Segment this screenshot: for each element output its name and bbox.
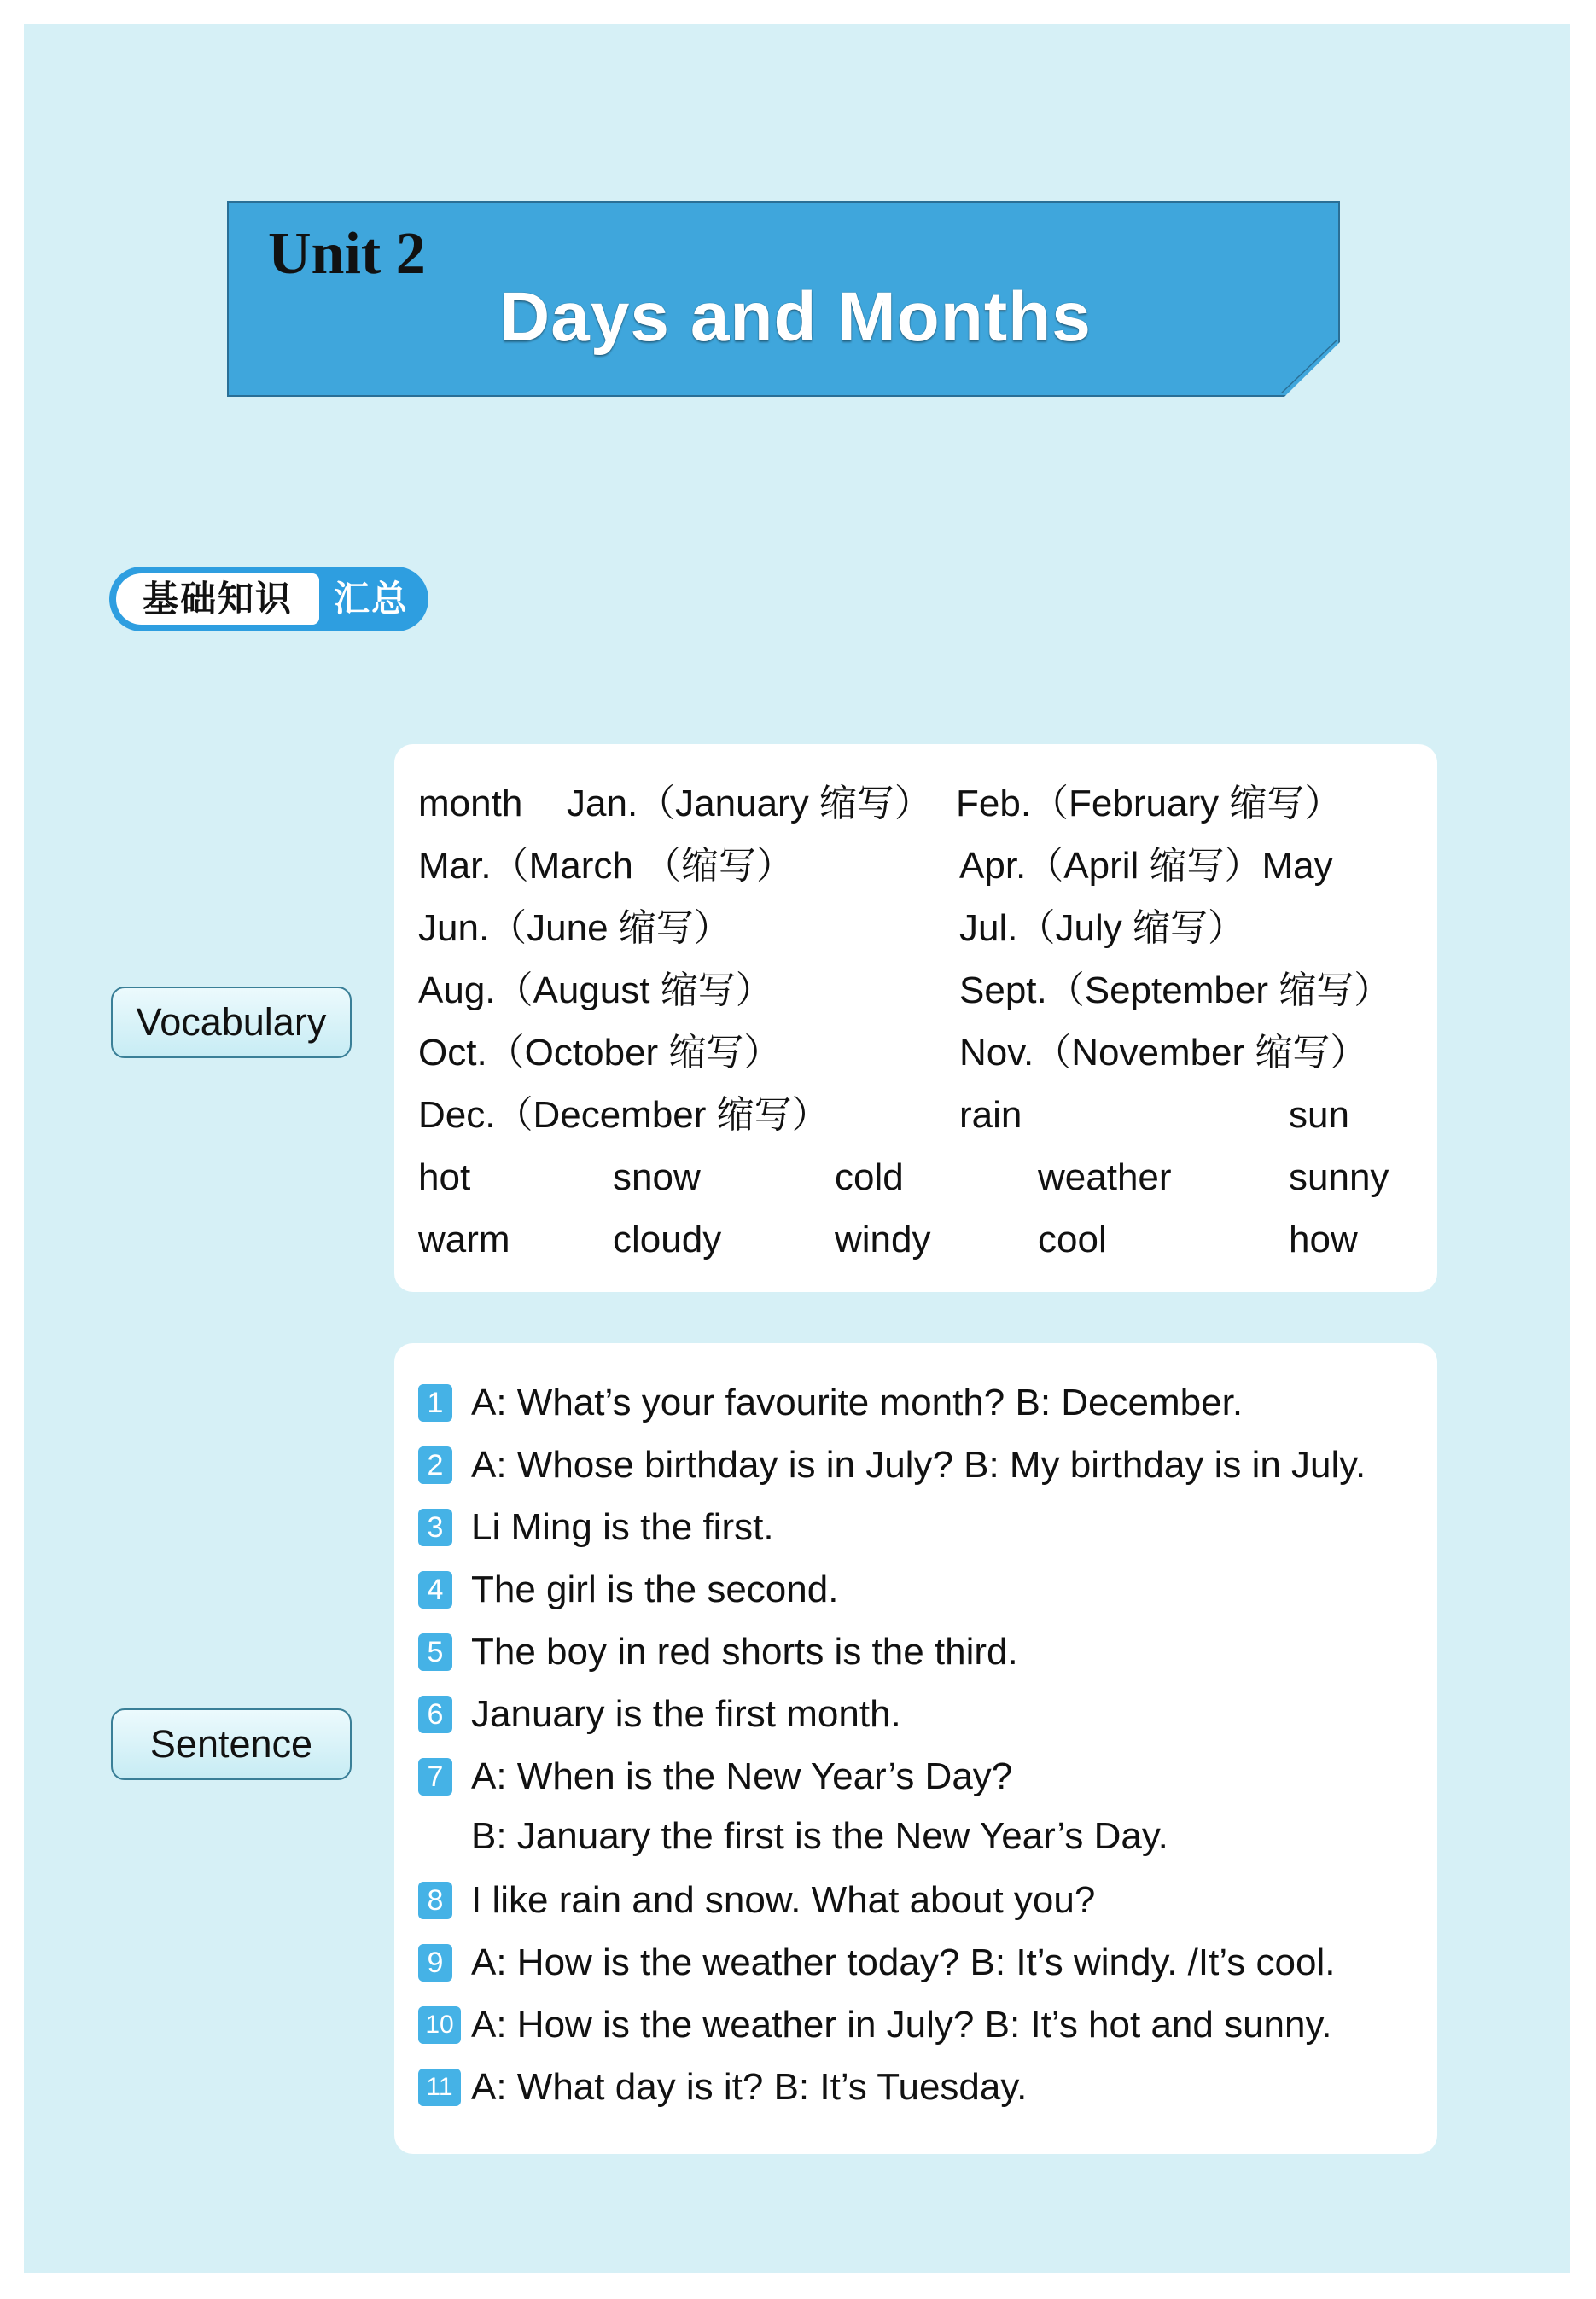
sentence-text: A: Whose birthday is in July? B: My birthday is in July. — [471, 1444, 1366, 1486]
vocab-word: hot — [418, 1156, 471, 1198]
vocab-row — [394, 1152, 1437, 1203]
vocab-word: rain — [959, 1094, 1022, 1136]
vocab-word: cold — [835, 1156, 904, 1198]
vocabulary-panel — [394, 744, 1437, 1292]
sentence-text: A: What’s your favourite month? B: December. — [471, 1382, 1244, 1423]
vocab-word: cloudy — [613, 1219, 722, 1260]
sentence-text: The girl is the second. — [471, 1569, 839, 1610]
vocab-word: Mar.（March （缩写） — [418, 845, 795, 887]
number-badge: 9 — [418, 1944, 452, 1982]
vocabulary-label: Vocabulary — [111, 987, 352, 1058]
number-badge: 5 — [418, 1633, 452, 1671]
section-header-label: 基础知识 — [116, 573, 319, 625]
vocab-word: how — [1289, 1219, 1358, 1260]
vocab-word: sun — [1289, 1094, 1349, 1136]
vocab-row — [394, 841, 1437, 892]
sentence-panel — [394, 1343, 1437, 2154]
number-badge: 2 — [418, 1446, 452, 1484]
number-badge: 7 — [418, 1758, 452, 1796]
sentence-text: A: What day is it? B: It’s Tuesday. — [471, 2066, 1028, 2108]
vocab-row — [394, 1214, 1437, 1266]
sentence-text: I like rain and snow. What about you? — [471, 1879, 1096, 1921]
vocab-word: Jul.（July 缩写） — [959, 907, 1245, 949]
vocab-word: Dec.（December 缩写） — [418, 1094, 830, 1136]
number-badge: 3 — [418, 1509, 452, 1546]
sentence-text: January is the first month. — [471, 1693, 901, 1735]
vocab-word: Jun.（June 缩写） — [418, 907, 731, 949]
unit-title: Days and Months — [499, 278, 1092, 356]
vocab-word: Oct.（October 缩写） — [418, 1032, 782, 1074]
vocab-word: Sept.（September 缩写） — [959, 969, 1392, 1011]
vocab-word: Aug.（August 缩写） — [418, 969, 773, 1011]
banner-corner-fold — [1280, 340, 1337, 393]
vocab-word: month — [418, 783, 523, 824]
sentence-text: B: January the first is the New Year’s Day. — [471, 1815, 1168, 1857]
number-badge: 6 — [418, 1696, 452, 1733]
vocab-row — [394, 965, 1437, 1016]
sentence-text: A: How is the weather today? B: It’s windy. /It’s cool. — [471, 1941, 1336, 1983]
number-badge: 4 — [418, 1571, 452, 1609]
section-header — [109, 567, 428, 631]
number-badge: 11 — [418, 2069, 461, 2106]
number-badge: 10 — [418, 2006, 461, 2044]
vocab-row — [394, 1090, 1437, 1141]
vocab-word: windy — [835, 1219, 931, 1260]
sentence-text: A: When is the New Year’s Day? — [471, 1755, 1013, 1797]
vocab-word: Apr.（April 缩写）May — [959, 845, 1333, 887]
vocab-word: Feb.（February 缩写） — [956, 783, 1343, 824]
number-badge: 8 — [418, 1882, 452, 1919]
sentence-text: The boy in red shorts is the third. — [471, 1631, 1018, 1673]
vocab-word: Jan.（January 缩写） — [567, 783, 932, 824]
vocab-word: snow — [613, 1156, 701, 1198]
vocab-row — [394, 1027, 1437, 1079]
sentence-label: Sentence — [111, 1708, 352, 1780]
vocab-word: cool — [1038, 1219, 1107, 1260]
vocab-row — [394, 903, 1437, 954]
vocab-word: warm — [418, 1219, 510, 1260]
vocab-word: Nov.（November 缩写） — [959, 1032, 1368, 1074]
section-header-sublabel: 汇总 — [333, 579, 409, 619]
vocab-word: weather — [1038, 1156, 1172, 1198]
sentence-text: A: How is the weather in July? B: It’s hot and sunny. — [471, 2004, 1332, 2046]
sentence-text: Li Ming is the first. — [471, 1506, 774, 1548]
unit-number: Unit 2 — [268, 221, 426, 287]
number-badge: 1 — [418, 1384, 452, 1422]
vocab-word: sunny — [1289, 1156, 1389, 1198]
vocab-row — [394, 778, 1437, 829]
